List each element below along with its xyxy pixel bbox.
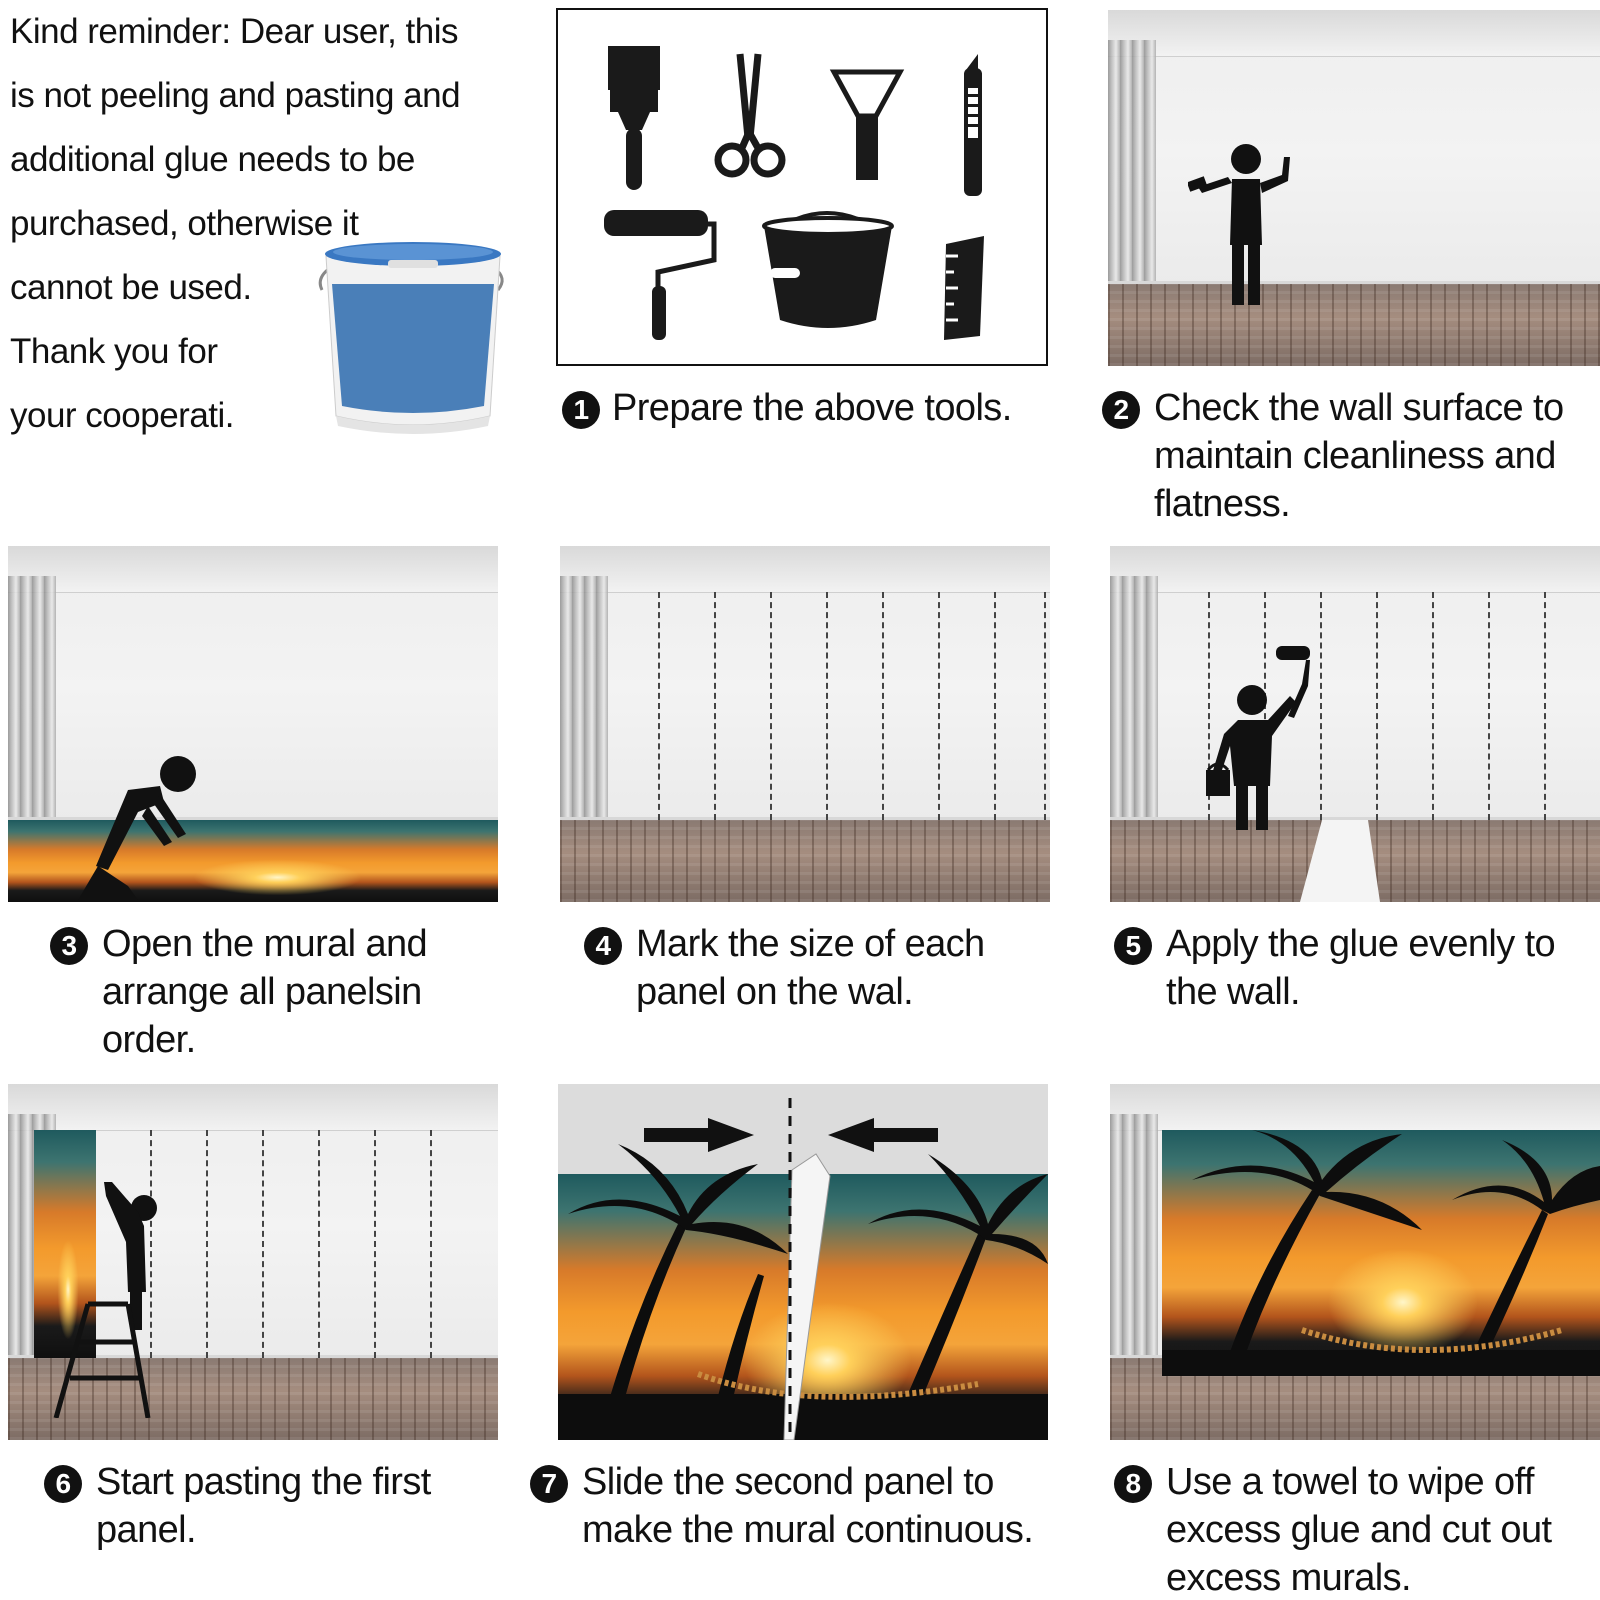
- step-text: Start pasting the first: [96, 1461, 431, 1503]
- reminder-line: is not peeling and pasting and: [10, 76, 461, 115]
- utility-knife-icon: [964, 54, 982, 196]
- step-text: the wall.: [1166, 971, 1301, 1013]
- step-6-image: [8, 1084, 498, 1440]
- step-number-badge: 4: [584, 927, 622, 965]
- step-text: Open the mural and: [102, 923, 428, 965]
- step-text: excess glue and cut out: [1166, 1509, 1552, 1551]
- step-text: panel on the wal.: [636, 971, 914, 1013]
- person-inspecting-icon: [1188, 135, 1328, 315]
- step-text: arrange all panelsin: [102, 971, 422, 1013]
- step-number-badge: 3: [50, 927, 88, 965]
- paint-brush-icon: [608, 46, 660, 190]
- step-5-image: [1110, 546, 1600, 902]
- reminder-line: cannot be used.: [10, 268, 252, 307]
- step-number-badge: 7: [530, 1465, 568, 1503]
- step-text: order.: [102, 1019, 196, 1061]
- reminder-line: Kind reminder: Dear user, this: [10, 12, 458, 51]
- step-6-caption: [44, 1458, 514, 1554]
- step-3-image: [8, 546, 498, 902]
- step-4-image: [560, 546, 1050, 902]
- scraper-icon: [834, 72, 900, 180]
- step-text: flatness.: [1154, 483, 1291, 525]
- step-2-image: [1108, 10, 1600, 366]
- arrow-left-icon: [828, 1118, 938, 1152]
- step-7-image: [558, 1084, 1048, 1440]
- step-4-caption: [584, 920, 1054, 1016]
- step-5-caption: [1114, 920, 1600, 1016]
- step-8-caption: [1114, 1458, 1600, 1600]
- paint-roller-icon: [604, 210, 714, 340]
- step-8-image: [1110, 1084, 1600, 1440]
- step-text: Slide the second panel to: [582, 1461, 994, 1503]
- step-text: panel.: [96, 1509, 196, 1551]
- ruler-icon: [944, 236, 984, 340]
- step-text: Use a towel to wipe off: [1166, 1461, 1534, 1503]
- step-3-caption: [50, 920, 510, 1064]
- bucket-icon: [764, 213, 892, 328]
- step-number-badge: 6: [44, 1465, 82, 1503]
- step-number-badge: 1: [562, 391, 600, 429]
- reminder-line: additional glue needs to be: [10, 140, 415, 179]
- step-text: Apply the glue evenly to: [1166, 923, 1556, 965]
- step-1-caption: [562, 384, 1062, 432]
- step-2-caption: [1102, 384, 1600, 528]
- step-text: Mark the size of each: [636, 923, 985, 965]
- step-number-badge: 5: [1114, 927, 1152, 965]
- step-text: Prepare the above tools.: [612, 387, 1012, 429]
- step-text: excess murals.: [1166, 1557, 1412, 1599]
- scissors-icon: [718, 54, 782, 174]
- step-text: Check the wall surface to: [1154, 387, 1564, 429]
- step-number-badge: 2: [1102, 391, 1140, 429]
- arrow-right-icon: [644, 1118, 754, 1152]
- person-on-ladder-icon: [48, 1182, 168, 1418]
- step-text: make the mural continuous.: [582, 1509, 1034, 1551]
- reminder-line: your cooperati.: [10, 396, 235, 435]
- tools-box: [556, 8, 1048, 366]
- step-number-badge: 8: [1114, 1465, 1152, 1503]
- step-7-caption: [530, 1458, 1090, 1554]
- kneeling-person-icon: [68, 746, 208, 902]
- glue-bucket-image: [318, 238, 508, 438]
- reminder-line: purchased, otherwise it: [10, 204, 359, 243]
- reminder-line: Thank you for: [10, 332, 218, 371]
- person-rolling-glue-icon: [1206, 646, 1326, 836]
- step-text: maintain cleanliness and: [1154, 435, 1556, 477]
